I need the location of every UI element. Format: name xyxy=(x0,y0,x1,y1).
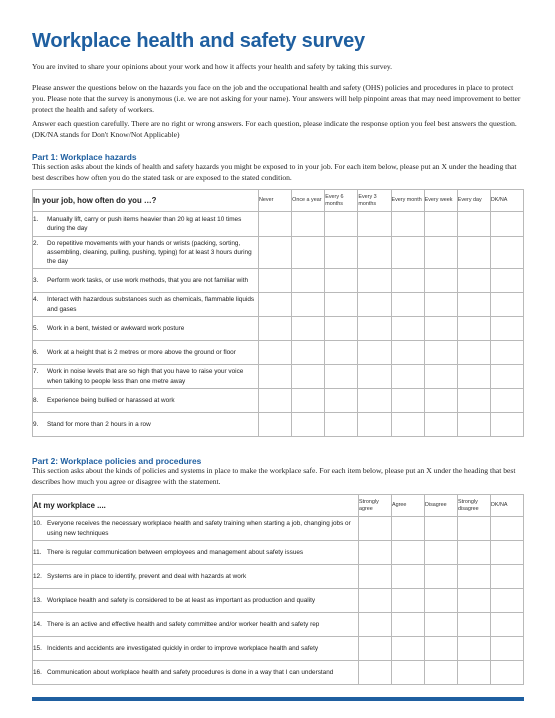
answer-cell[interactable] xyxy=(359,565,392,589)
question-number: 7. xyxy=(33,368,39,376)
answer-cell[interactable] xyxy=(424,389,457,413)
answer-cell[interactable] xyxy=(292,212,325,237)
answer-cell[interactable] xyxy=(490,317,523,341)
answer-cell[interactable] xyxy=(391,293,424,317)
question-number: 6. xyxy=(33,348,39,356)
answer-cell[interactable] xyxy=(359,637,392,661)
question-text: Experience being bullied or harassed at work xyxy=(47,396,175,404)
answer-cell[interactable] xyxy=(391,269,424,293)
question-cell xyxy=(33,212,259,237)
answer-cell[interactable] xyxy=(458,589,491,613)
answer-cell[interactable] xyxy=(391,365,424,389)
answer-cell[interactable] xyxy=(325,413,358,437)
answer-cell[interactable] xyxy=(490,389,523,413)
table-row xyxy=(33,589,524,613)
answer-cell[interactable] xyxy=(457,341,490,365)
answer-cell[interactable] xyxy=(391,341,424,365)
column-dk-na: DK/NA xyxy=(491,495,524,517)
question-number: 3. xyxy=(33,276,39,284)
answer-cell[interactable] xyxy=(458,613,491,637)
table-row xyxy=(33,237,524,269)
table-row xyxy=(33,365,524,389)
answer-cell[interactable] xyxy=(358,365,391,389)
table-row xyxy=(33,341,524,365)
answer-cell[interactable] xyxy=(424,365,457,389)
question-text-wrap xyxy=(33,644,358,653)
answer-cell[interactable] xyxy=(259,269,292,293)
part2-description: This section asks about the kinds of policies and systems in place to make the workplace safe. For each item below, please put an X under the heading that best describes how much you agree or disagree with the statement. xyxy=(32,466,516,486)
question-cell xyxy=(33,661,359,685)
question-text-wrap xyxy=(33,239,258,267)
answer-cell[interactable] xyxy=(457,365,490,389)
question-cell xyxy=(33,293,259,317)
answer-cell[interactable] xyxy=(425,565,458,589)
question-cell xyxy=(33,517,359,541)
answer-cell[interactable] xyxy=(292,413,325,437)
question-number: 9. xyxy=(33,420,39,428)
column-once-a-year: Once a year xyxy=(292,190,325,212)
answer-cell[interactable] xyxy=(325,269,358,293)
question-text: Communication about workplace health and safety procedures is done in a way that I can understand xyxy=(47,668,334,676)
answer-cell[interactable] xyxy=(392,661,425,685)
page-title: Workplace health and safety survey xyxy=(32,30,365,52)
question-number: 12. xyxy=(33,572,42,580)
question-text: There is an active and effective health and safety committee and/or worker health and safety rep xyxy=(47,620,320,628)
answer-cell[interactable] xyxy=(358,317,391,341)
answer-cell[interactable] xyxy=(392,613,425,637)
question-number: 1. xyxy=(33,215,39,223)
question-text-wrap xyxy=(33,572,358,581)
question-number: 4. xyxy=(33,296,39,304)
question-text-wrap xyxy=(33,519,358,537)
answer-cell[interactable] xyxy=(259,365,292,389)
question-text-wrap xyxy=(33,396,258,405)
question-text: Systems are in place to identify, prevent and deal with hazards at work xyxy=(47,572,247,580)
question-cell xyxy=(33,637,359,661)
answer-cell[interactable] xyxy=(358,212,391,237)
policies-header-row xyxy=(33,495,524,517)
answer-cell[interactable] xyxy=(392,541,425,565)
answer-cell[interactable] xyxy=(359,541,392,565)
answer-cell[interactable] xyxy=(325,212,358,237)
policies-table xyxy=(32,494,524,685)
answer-cell[interactable] xyxy=(359,661,392,685)
question-text-wrap xyxy=(33,620,358,629)
part2-title: Part 2: Workplace policies and procedures xyxy=(32,456,202,466)
answer-cell[interactable] xyxy=(358,269,391,293)
answer-cell[interactable] xyxy=(259,413,292,437)
answer-cell[interactable] xyxy=(358,237,391,269)
question-text-wrap xyxy=(33,348,258,357)
answer-cell[interactable] xyxy=(458,565,491,589)
answer-cell[interactable] xyxy=(259,341,292,365)
intro-paragraph-2: Please answer the questions below on the hazards you face on the job and the occupational health and safety (OHS) policies and procedures in place to protect you. Please note that the survey is anonymous (i.e. we are not asking for your name). Your answers will help pinpoint areas that may need improvement to better protect the health and safety of workers. xyxy=(32,83,521,114)
question-text-wrap xyxy=(33,367,258,385)
question-text: There is regular communication between employees and management about safety issues xyxy=(47,548,304,556)
column-every-day: Every day xyxy=(457,190,490,212)
question-cell xyxy=(33,541,359,565)
table-row xyxy=(33,389,524,413)
answer-cell[interactable] xyxy=(424,317,457,341)
question-cell xyxy=(33,413,259,437)
question-number: 14. xyxy=(33,620,42,628)
answer-cell[interactable] xyxy=(259,317,292,341)
answer-cell[interactable] xyxy=(425,589,458,613)
policies-question-header: At my workplace .... xyxy=(33,495,359,517)
question-text: Perform work tasks, or use work methods, that you are not familiar with xyxy=(47,276,249,284)
answer-cell[interactable] xyxy=(424,413,457,437)
answer-cell[interactable] xyxy=(491,565,524,589)
answer-cell[interactable] xyxy=(491,637,524,661)
answer-cell[interactable] xyxy=(359,589,392,613)
column-disagree: Disagree xyxy=(425,495,458,517)
question-text-wrap xyxy=(33,215,258,233)
answer-cell[interactable] xyxy=(491,541,524,565)
answer-cell[interactable] xyxy=(325,389,358,413)
question-text-wrap xyxy=(33,596,358,605)
answer-cell[interactable] xyxy=(457,317,490,341)
column-every-month: Every month xyxy=(391,190,424,212)
answer-cell[interactable] xyxy=(391,413,424,437)
question-number: 10. xyxy=(33,520,42,528)
answer-cell[interactable] xyxy=(391,212,424,237)
column-every-week: Every week xyxy=(424,190,457,212)
question-text: Stand for more than 2 hours in a row xyxy=(47,420,151,428)
table-row xyxy=(33,212,524,237)
table-row xyxy=(33,269,524,293)
answer-cell[interactable] xyxy=(491,589,524,613)
question-cell xyxy=(33,269,259,293)
table-row xyxy=(33,565,524,589)
answer-cell[interactable] xyxy=(392,589,425,613)
intro-paragraph-3: Answer each question carefully. There are no right or wrong answers. For each question, please indicate the response option you feel best answers the question. (DK/NA stands for Don't Know/Not Applicable) xyxy=(32,119,517,139)
hazards-table xyxy=(32,189,524,437)
footer-bar xyxy=(32,697,524,701)
answer-cell[interactable] xyxy=(392,565,425,589)
answer-cell[interactable] xyxy=(391,317,424,341)
answer-cell[interactable] xyxy=(457,237,490,269)
answer-cell[interactable] xyxy=(458,661,491,685)
answer-cell[interactable] xyxy=(425,661,458,685)
answer-cell[interactable] xyxy=(490,365,523,389)
answer-cell[interactable] xyxy=(392,637,425,661)
answer-cell[interactable] xyxy=(292,237,325,269)
answer-cell[interactable] xyxy=(458,517,491,541)
question-cell xyxy=(33,589,359,613)
answer-cell[interactable] xyxy=(425,541,458,565)
answer-cell[interactable] xyxy=(490,413,523,437)
answer-cell[interactable] xyxy=(359,517,392,541)
answer-cell[interactable] xyxy=(259,212,292,237)
part1-description: This section asks about the kinds of health and safety hazards you might be exposed to in your job. For each item below, please put an X under the heading that best describes how often you do the stated task or are exposed to the stated condition. xyxy=(32,162,517,182)
answer-cell[interactable] xyxy=(490,269,523,293)
answer-cell[interactable] xyxy=(424,237,457,269)
hazards-question-header: In your job, how often do you …? xyxy=(33,190,259,212)
answer-cell[interactable] xyxy=(391,237,424,269)
answer-cell[interactable] xyxy=(325,237,358,269)
answer-cell[interactable] xyxy=(359,613,392,637)
answer-cell[interactable] xyxy=(392,517,425,541)
question-text-wrap xyxy=(33,420,258,429)
answer-cell[interactable] xyxy=(457,293,490,317)
answer-cell[interactable] xyxy=(425,517,458,541)
answer-cell[interactable] xyxy=(259,293,292,317)
column-never: Never xyxy=(259,190,292,212)
table-row xyxy=(33,661,524,685)
answer-cell[interactable] xyxy=(391,389,424,413)
answer-cell[interactable] xyxy=(292,317,325,341)
answer-cell[interactable] xyxy=(325,317,358,341)
question-text: Work in noise levels that are so high that you have to raise your voice when talking to people less than one metre away xyxy=(47,368,244,385)
column-agree: Agree xyxy=(392,495,425,517)
answer-cell[interactable] xyxy=(458,541,491,565)
question-number: 5. xyxy=(33,324,39,332)
column-strongly-disagree: Strongly disagree xyxy=(458,495,491,517)
answer-cell[interactable] xyxy=(490,237,523,269)
answer-cell[interactable] xyxy=(490,212,523,237)
answer-cell[interactable] xyxy=(457,389,490,413)
table-row xyxy=(33,637,524,661)
answer-cell[interactable] xyxy=(491,517,524,541)
column-every-6-months: Every 6 months xyxy=(325,190,358,212)
table-row xyxy=(33,517,524,541)
answer-cell[interactable] xyxy=(491,613,524,637)
answer-cell[interactable] xyxy=(490,341,523,365)
question-text-wrap xyxy=(33,276,258,285)
answer-cell[interactable] xyxy=(292,389,325,413)
answer-cell[interactable] xyxy=(259,237,292,269)
answer-cell[interactable] xyxy=(491,661,524,685)
question-text-wrap xyxy=(33,668,358,677)
question-number: 16. xyxy=(33,668,42,676)
question-text: Work in a bent, twisted or awkward work posture xyxy=(47,324,185,332)
answer-cell[interactable] xyxy=(490,293,523,317)
answer-cell[interactable] xyxy=(358,413,391,437)
answer-cell[interactable] xyxy=(424,293,457,317)
question-number: 11. xyxy=(33,548,42,556)
table-row xyxy=(33,317,524,341)
answer-cell[interactable] xyxy=(292,341,325,365)
answer-cell[interactable] xyxy=(458,637,491,661)
answer-cell[interactable] xyxy=(424,212,457,237)
answer-cell[interactable] xyxy=(425,637,458,661)
question-cell xyxy=(33,341,259,365)
answer-cell[interactable] xyxy=(259,389,292,413)
table-row xyxy=(33,293,524,317)
question-cell xyxy=(33,237,259,269)
question-text-wrap xyxy=(33,324,258,333)
column-strongly-agree: Strongly agree xyxy=(359,495,392,517)
table-row xyxy=(33,613,524,637)
answer-cell[interactable] xyxy=(424,341,457,365)
question-number: 2. xyxy=(33,239,39,247)
question-text: Do repetitive movements with your hands or wrists (packing, sorting, assembling, cleaning, pulling, pushing, typing) for at least 3 hours during the day xyxy=(47,239,252,266)
hazards-header-row xyxy=(33,190,524,212)
table-row xyxy=(33,541,524,565)
question-text: Manually lift, carry or push items heavier than 20 kg at least 10 times during the day xyxy=(47,215,242,232)
answer-cell[interactable] xyxy=(425,613,458,637)
table-row xyxy=(33,413,524,437)
column-every-3-months: Every 3 months xyxy=(358,190,391,212)
question-text-wrap xyxy=(33,548,358,557)
question-cell xyxy=(33,389,259,413)
question-number: 13. xyxy=(33,596,42,604)
question-cell xyxy=(33,613,359,637)
answer-cell[interactable] xyxy=(292,293,325,317)
answer-cell[interactable] xyxy=(325,341,358,365)
question-text: Work at a height that is 2 metres or more above the ground or floor xyxy=(47,348,236,356)
question-text: Everyone receives the necessary workplace health and safety training when starting a job, changing jobs or using new techniques xyxy=(47,520,351,537)
question-text: Interact with hazardous substances such as chemicals, flammable liquids and gases xyxy=(47,296,255,313)
question-number: 15. xyxy=(33,644,42,652)
question-cell xyxy=(33,317,259,341)
answer-cell[interactable] xyxy=(457,413,490,437)
question-text: Incidents and accidents are investigated quickly in order to improve workplace health and safety xyxy=(47,644,319,652)
question-text: Workplace health and safety is considered to be at least as important as production and quality xyxy=(47,596,316,604)
answer-cell[interactable] xyxy=(358,389,391,413)
intro-paragraph-1: You are invited to share your opinions about your work and how it affects your health and safety by taking this survey. xyxy=(32,62,393,71)
question-text-wrap xyxy=(33,295,258,313)
answer-cell[interactable] xyxy=(358,341,391,365)
answer-cell[interactable] xyxy=(424,269,457,293)
answer-cell[interactable] xyxy=(325,293,358,317)
answer-cell[interactable] xyxy=(358,293,391,317)
answer-cell[interactable] xyxy=(292,365,325,389)
part1-title: Part 1: Workplace hazards xyxy=(32,152,137,162)
answer-cell[interactable] xyxy=(457,212,490,237)
column-dk-na: DK/NA xyxy=(490,190,523,212)
answer-cell[interactable] xyxy=(457,269,490,293)
answer-cell[interactable] xyxy=(292,269,325,293)
question-number: 8. xyxy=(33,396,39,404)
answer-cell[interactable] xyxy=(325,365,358,389)
question-cell xyxy=(33,565,359,589)
question-cell xyxy=(33,365,259,389)
